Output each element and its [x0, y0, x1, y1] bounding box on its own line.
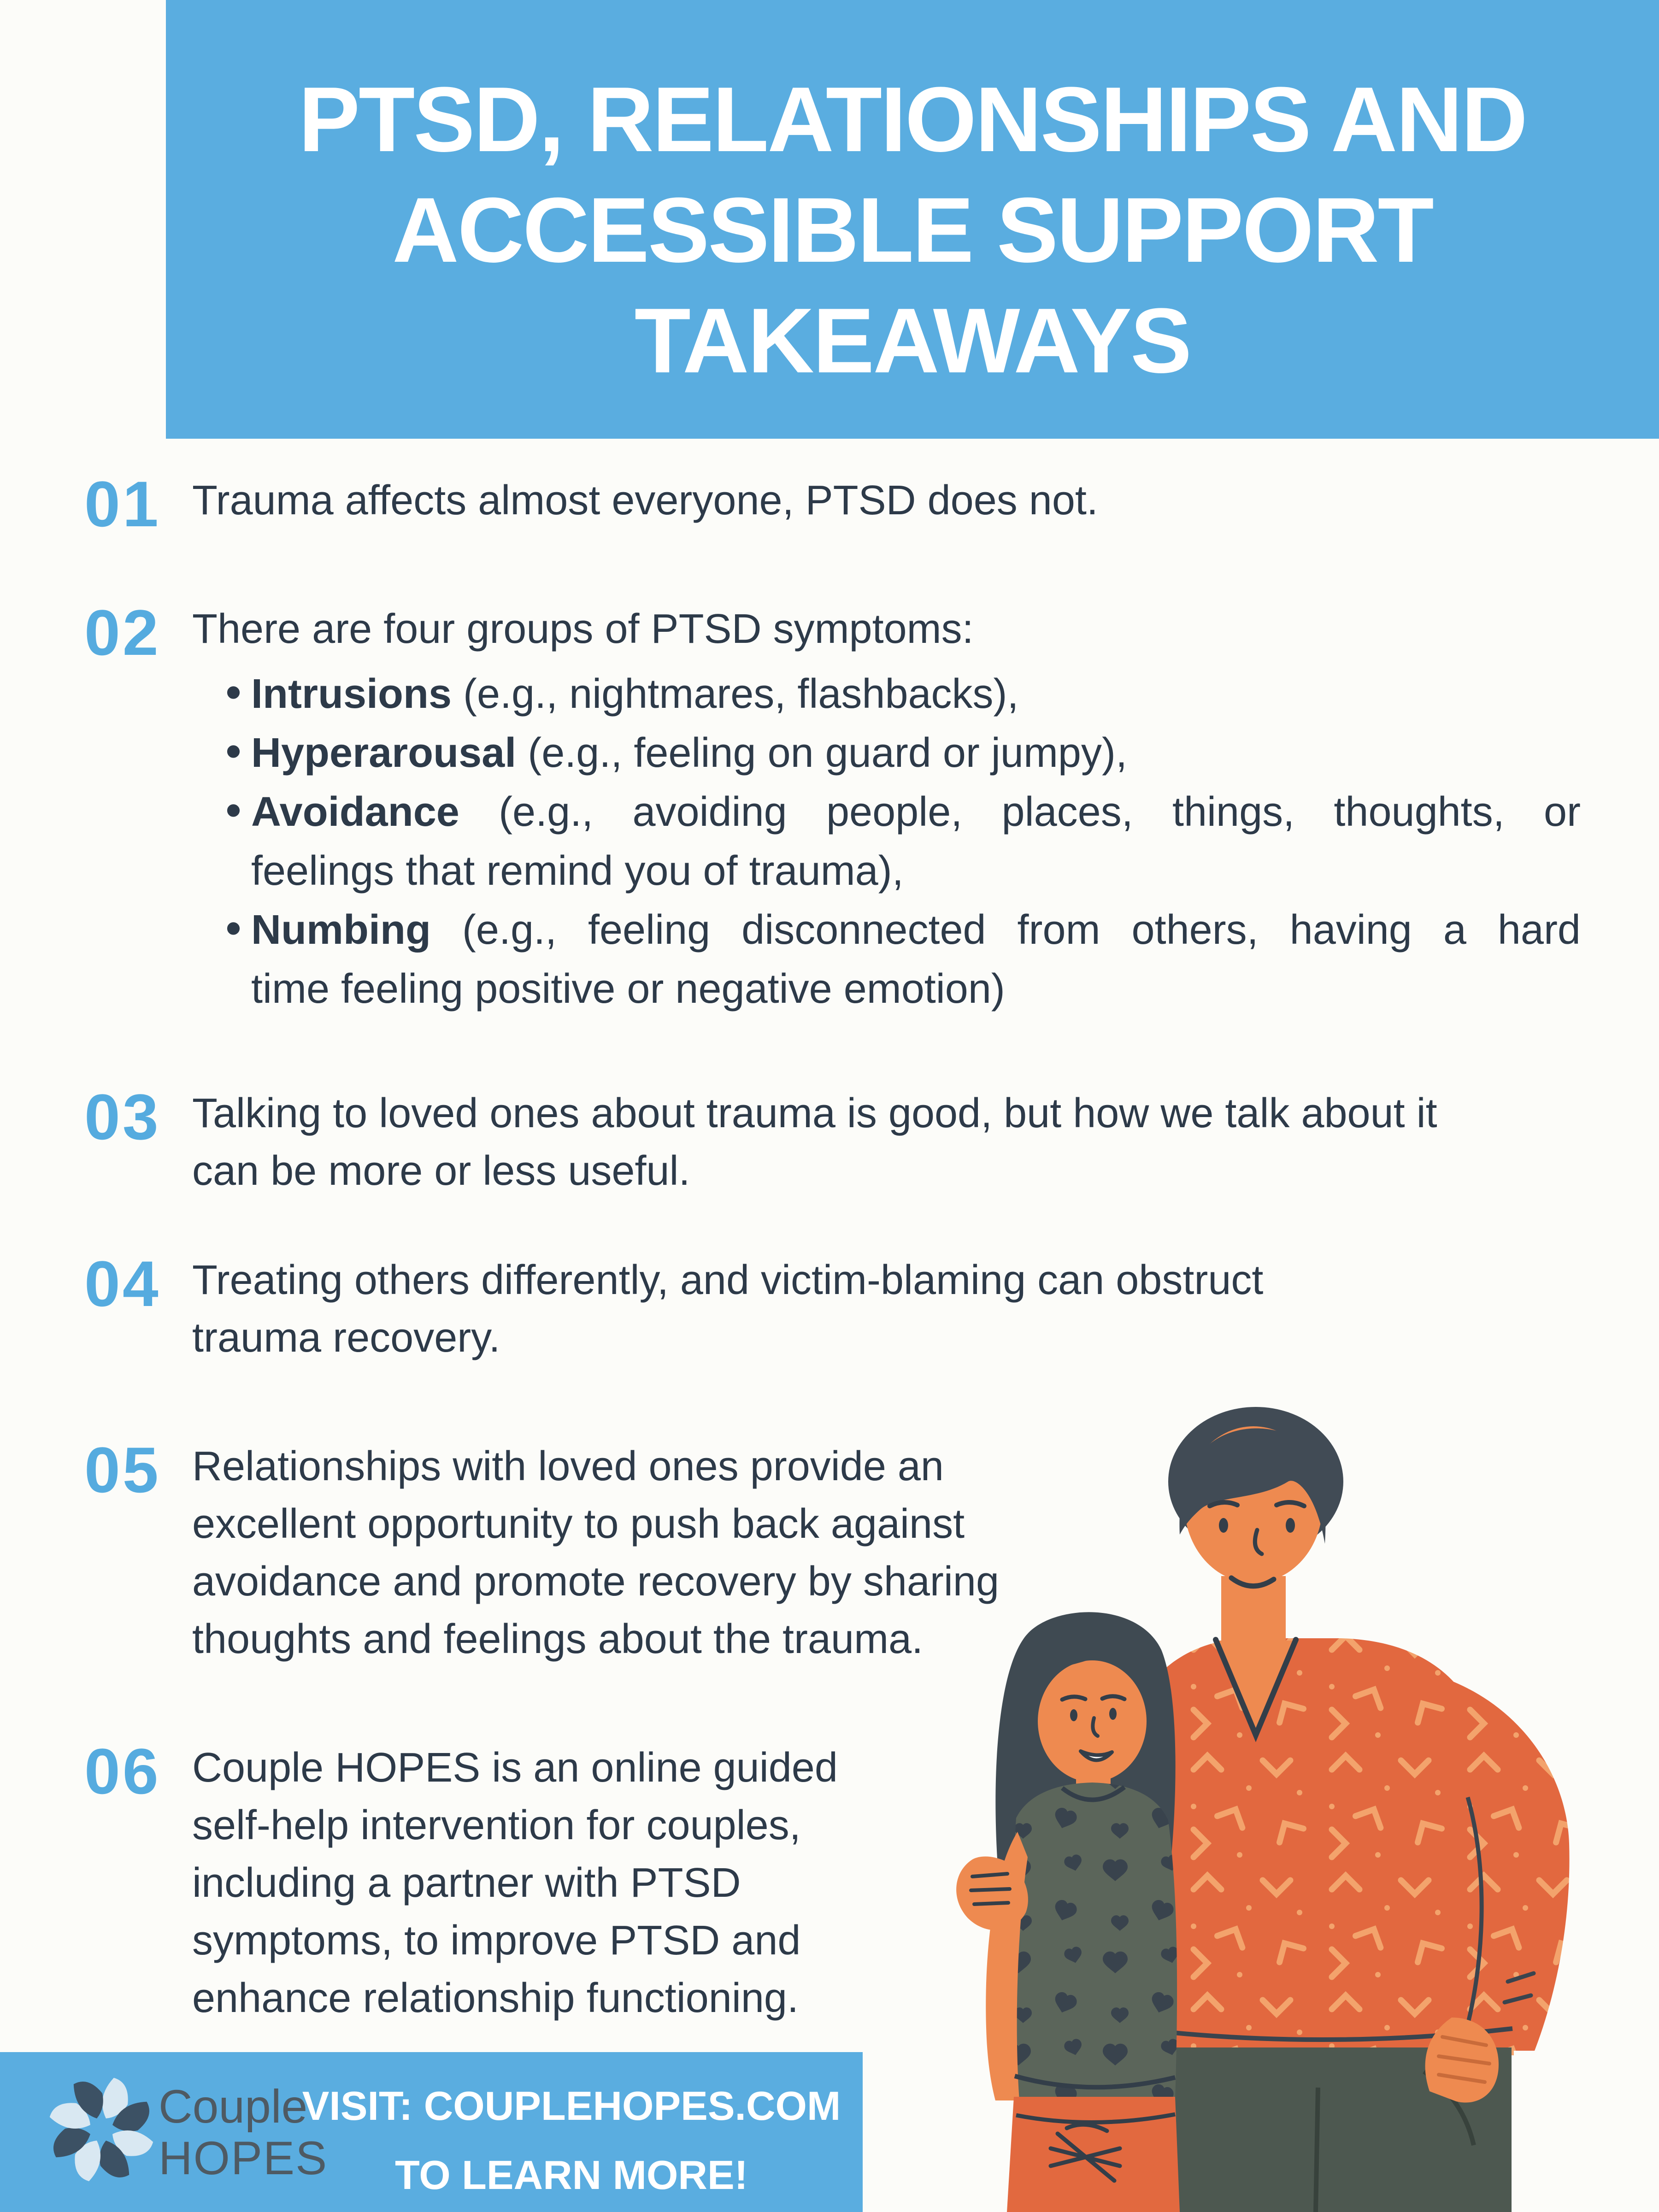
item-text-line: self-help intervention for couples,: [192, 1802, 801, 1848]
header-banner: [166, 0, 1659, 439]
item-text-line: Trauma affects almost everyone, PTSD does not.: [192, 477, 1098, 524]
item-text-line: including a partner with PTSD: [192, 1860, 741, 1906]
bullet-lead: Intrusions: [251, 671, 452, 717]
item-text-line: Relationships with loved ones provide an: [192, 1443, 944, 1489]
bullet-item-avoidance: [251, 782, 1581, 900]
bullet-rest: (e.g., feeling on guard or jumpy),: [516, 730, 1127, 776]
item-text: [192, 1438, 999, 1668]
brand-line-couple: Couple: [159, 2080, 308, 2133]
bullet-rest: (e.g., feeling disconnected from others, having a hard: [430, 907, 1581, 953]
bullet-lead: Numbing: [251, 907, 431, 953]
bullet-item-hyperarousal: [251, 724, 1581, 782]
item-text: [192, 1739, 838, 2027]
takeaway-item-06: [84, 1735, 838, 2027]
item-number: 02: [84, 596, 161, 669]
takeaway-item-04: [84, 1247, 1264, 1367]
item-text-line: excellent opportunity to push back against: [192, 1501, 965, 1547]
couplehopes-logo-icon: [39, 2067, 164, 2192]
title-line-1: PTSD, RELATIONSHIPS AND: [298, 68, 1527, 171]
item-text-line: enhance relationship functioning.: [192, 1975, 799, 2021]
title-line-2: ACCESSIBLE SUPPORT: [392, 179, 1433, 282]
bullet-line-2: feelings that remind you of trauma),: [251, 848, 904, 894]
footer-message: [281, 2071, 862, 2210]
title-line-3: TAKEAWAYS: [634, 289, 1191, 392]
symptom-bullet-list: [251, 665, 1581, 1018]
item-text: [192, 1085, 1437, 1200]
takeaway-item-03: [84, 1081, 1437, 1200]
item-text: [192, 1252, 1263, 1367]
footer-message-line-1: VISIT: COUPLEHOPES.COM: [302, 2083, 841, 2129]
item-text-line: Talking to loved ones about trauma is good, but how we talk about it: [192, 1090, 1437, 1136]
item-text: [192, 472, 1098, 529]
item-text-line: Couple HOPES is an online guided: [192, 1745, 838, 1791]
item-text-line: symptoms, to improve PTSD and: [192, 1918, 801, 1964]
item-text-line: can be more or less useful.: [192, 1148, 690, 1194]
item-number: 01: [84, 468, 161, 540]
bullet-line-1: [251, 782, 1581, 841]
bullet-line-1: [251, 900, 1581, 959]
bullet-lead: Avoidance: [251, 789, 459, 835]
item-text-line: trauma recovery.: [192, 1315, 500, 1361]
item-number: 04: [84, 1247, 161, 1320]
bullet-line-2: time feeling positive or negative emotion): [251, 966, 1005, 1012]
man-figure: [1115, 1407, 1570, 2212]
footer-banner: [0, 2052, 863, 2212]
item-text-line: avoidance and promote recovery by sharing: [192, 1559, 1000, 1605]
takeaway-item-01: [84, 468, 1098, 540]
item-text-line: thoughts and feelings about the trauma.: [192, 1616, 924, 1662]
page-title: [166, 0, 1659, 396]
item-number: 05: [84, 1434, 161, 1506]
woman-figure: [956, 1612, 1180, 2212]
brand-line-hopes: HOPES: [159, 2132, 328, 2184]
item-text: [192, 600, 1581, 1018]
item-text-line: There are four groups of PTSD symptoms:: [192, 606, 974, 652]
couple-illustration: [899, 1382, 1659, 2212]
bullet-rest: (e.g., nightmares, flashbacks),: [452, 671, 1019, 717]
bullet-lead: Hyperarousal: [251, 730, 517, 776]
item-text-line: Treating others differently, and victim-blaming can obstruct: [192, 1257, 1264, 1303]
takeaway-item-05: [84, 1434, 1000, 1668]
item-number: 03: [84, 1081, 161, 1153]
takeaway-item-02: [84, 596, 1581, 1018]
bullet-item-numbing: [251, 900, 1581, 1018]
item-number: 06: [84, 1735, 161, 1807]
bullet-item-intrusions: [251, 665, 1581, 724]
footer-message-line-2: TO LEARN MORE!: [395, 2152, 748, 2198]
bullet-rest: (e.g., avoiding people, places, things, thoughts, or: [459, 789, 1581, 835]
